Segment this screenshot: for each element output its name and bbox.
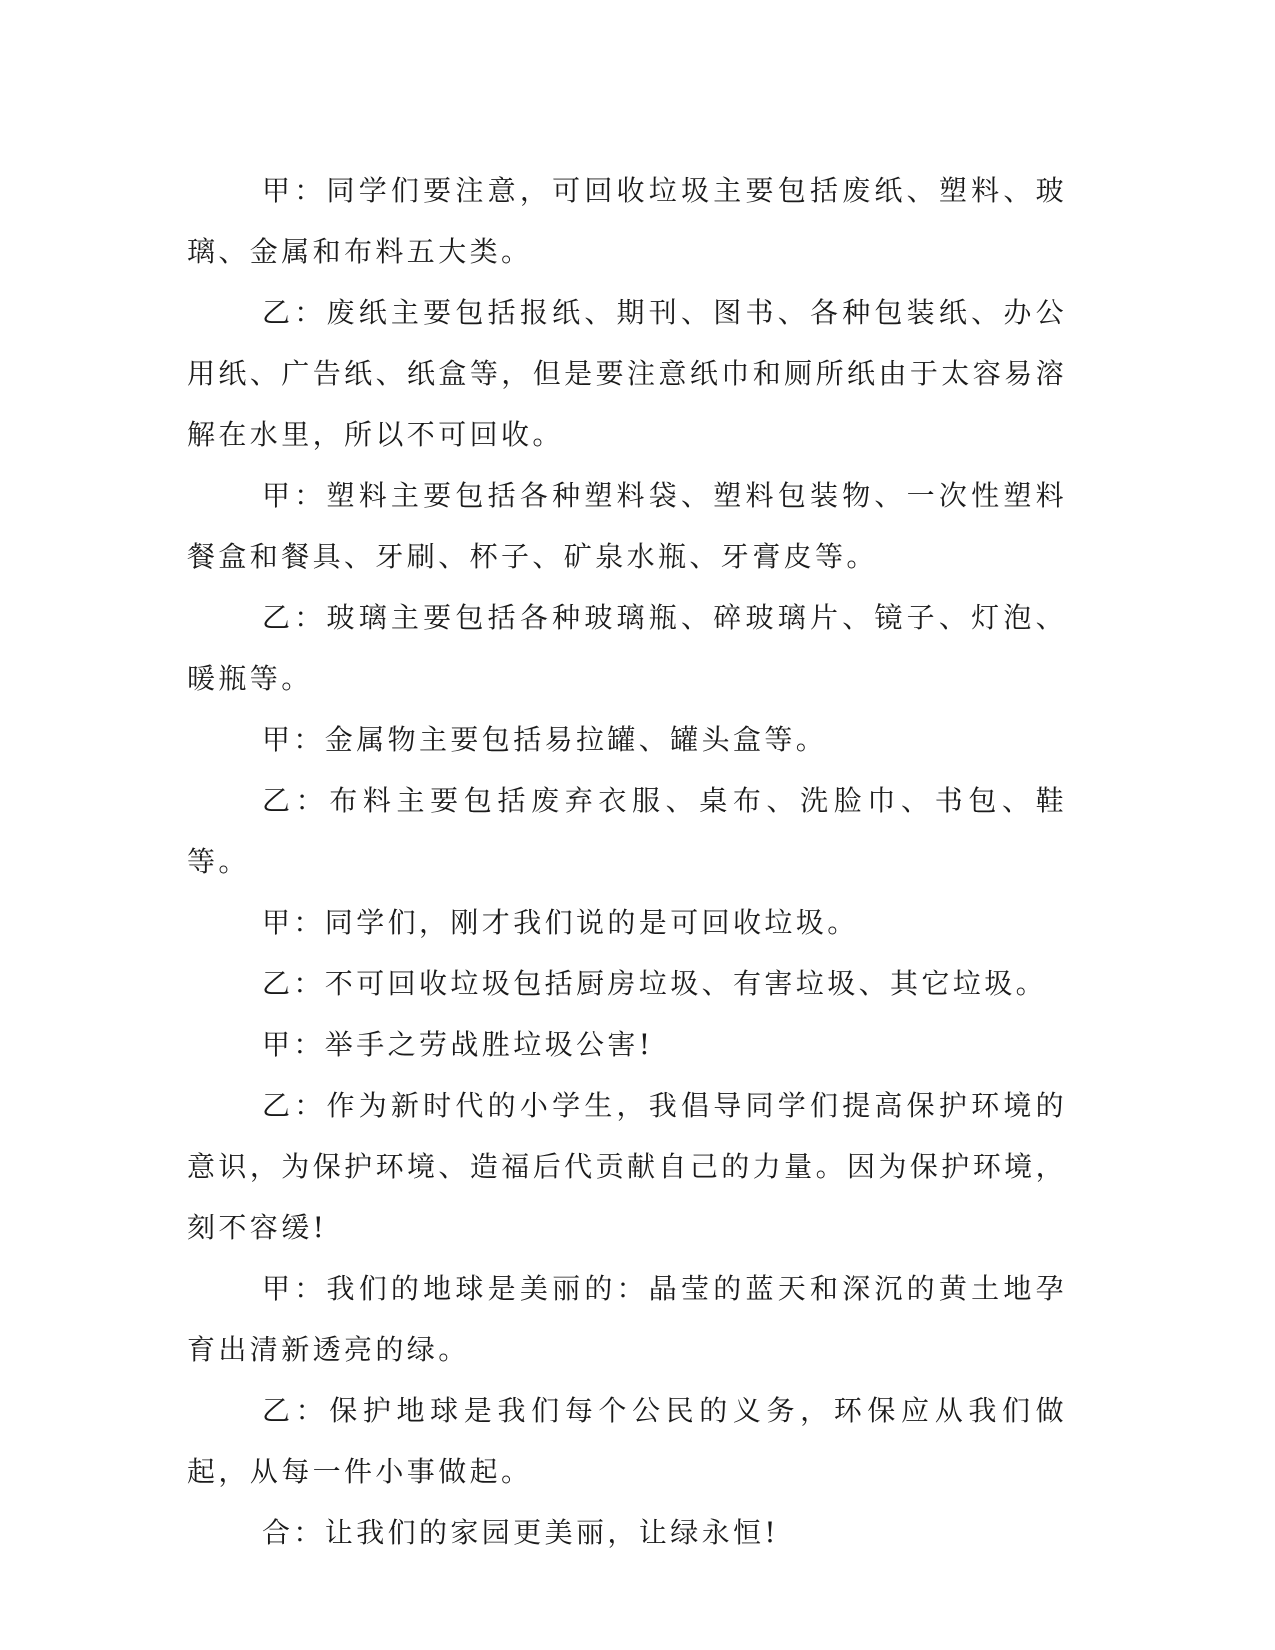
paragraph-7: 甲：同学们，刚才我们说的是可回收垃圾。 bbox=[262, 906, 859, 939]
paragraph-3: 甲：塑料主要包括各种塑料袋、塑料包装物、一次性塑料餐盒和餐具、牙刷、杯子、矿泉水瓶、牙膏皮等。 bbox=[187, 479, 1067, 573]
paragraph-4: 乙：玻璃主要包括各种玻璃瓶、碎玻璃片、镜子、灯泡、暖瓶等。 bbox=[187, 601, 1067, 695]
paragraph-11: 甲：我们的地球是美丽的：晶莹的蓝天和深沉的黄土地孕育出清新透亮的绿。 bbox=[187, 1272, 1067, 1366]
paragraph-5: 甲：金属物主要包括易拉罐、罐头盒等。 bbox=[262, 723, 828, 756]
paragraph-6: 乙：布料主要包括废弃衣服、桌布、洗脸巾、书包、鞋等。 bbox=[187, 784, 1067, 878]
dialogue-text bbox=[187, 160, 1067, 1563]
paragraph-2: 乙：废纸主要包括报纸、期刊、图书、各种包装纸、办公用纸、广告纸、纸盒等，但是要注意纸巾和厕所纸由于太容易溶解在水里，所以不可回收。 bbox=[187, 296, 1067, 451]
paragraph-12: 乙：保护地球是我们每个公民的义务，环保应从我们做起，从每一件小事做起。 bbox=[187, 1394, 1067, 1488]
paragraph-10: 乙：作为新时代的小学生，我倡导同学们提高保护环境的意识，为保护环境、造福后代贡献自己的力量。因为保护环境，刻不容缓! bbox=[187, 1089, 1067, 1244]
paragraph-1: 甲：同学们要注意，可回收垃圾主要包括废纸、塑料、玻璃、金属和布料五大类。 bbox=[187, 174, 1067, 268]
paragraph-8: 乙：不可回收垃圾包括厨房垃圾、有害垃圾、其它垃圾。 bbox=[262, 967, 1048, 1000]
paragraph-9: 甲：举手之劳战胜垃圾公害! bbox=[262, 1028, 654, 1061]
paragraph-13: 合：让我们的家园更美丽，让绿永恒! bbox=[262, 1516, 780, 1549]
